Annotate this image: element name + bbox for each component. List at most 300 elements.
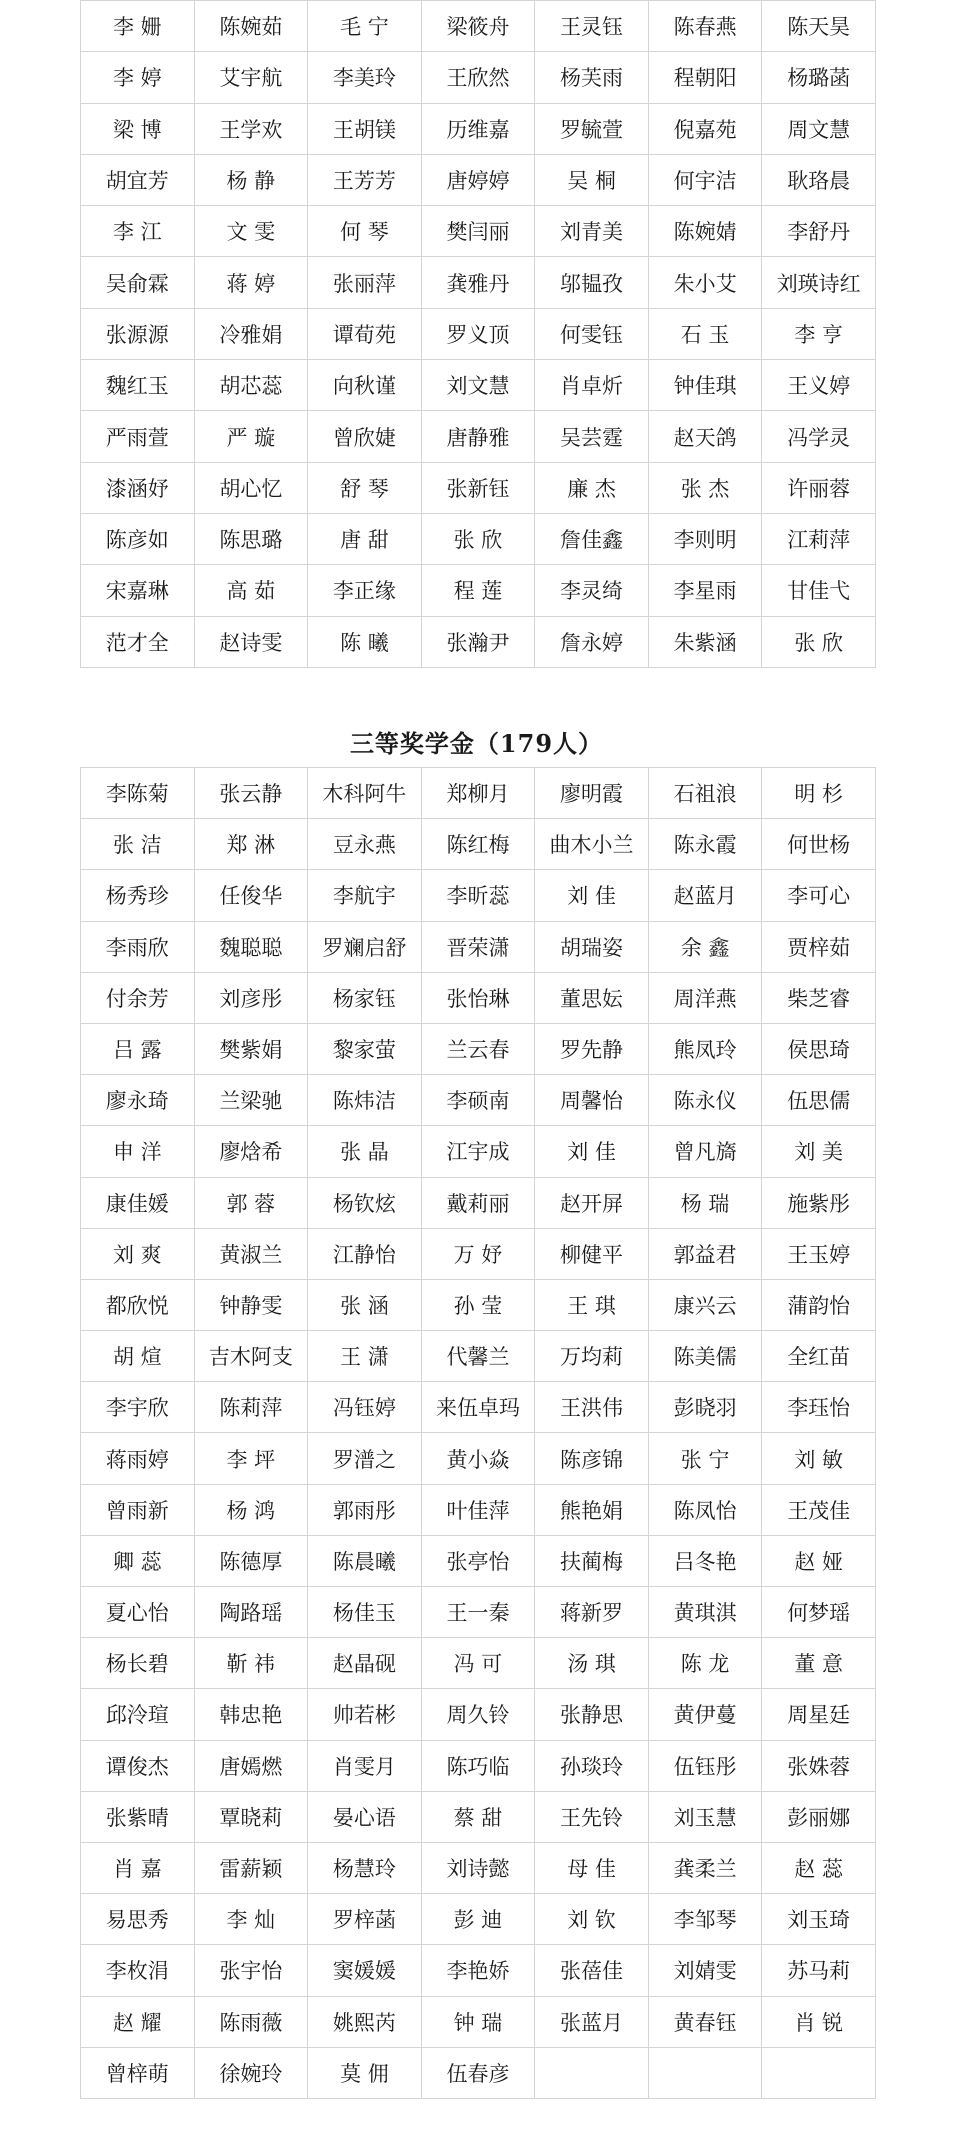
name-cell: 徐婉玲 — [194, 2047, 308, 2098]
name-cell: 汤 琪 — [535, 1638, 649, 1689]
table-row — [81, 1331, 876, 1382]
name-cell: 扶蔺梅 — [535, 1535, 649, 1586]
name-cell: 蒲韵怡 — [762, 1279, 876, 1330]
name-cell: 舒 琴 — [308, 462, 422, 513]
name-cell: 吕 露 — [81, 1023, 195, 1074]
name-cell: 李艳娇 — [421, 1945, 535, 1996]
name-cell: 李正缘 — [308, 565, 422, 616]
name-cell: 向秋谨 — [308, 360, 422, 411]
name-cell: 曾凡旖 — [648, 1126, 762, 1177]
name-cell: 李可心 — [762, 870, 876, 921]
name-cell: 赵 娅 — [762, 1535, 876, 1586]
table-row — [81, 819, 876, 870]
name-cell: 任俊华 — [194, 870, 308, 921]
name-cell — [762, 2047, 876, 2098]
name-cell: 侯思琦 — [762, 1023, 876, 1074]
name-cell: 黄伊蔓 — [648, 1689, 762, 1740]
name-cell: 周馨怡 — [535, 1075, 649, 1126]
name-cell: 魏聪聪 — [194, 921, 308, 972]
name-cell: 宋嘉琳 — [81, 565, 195, 616]
name-cell — [535, 2047, 649, 2098]
name-cell: 杨长碧 — [81, 1638, 195, 1689]
name-cell: 郭 蓉 — [194, 1177, 308, 1228]
name-cell: 程朝阳 — [648, 52, 762, 103]
name-cell: 罗毓萱 — [535, 103, 649, 154]
name-cell: 唐静雅 — [421, 411, 535, 462]
name-cell: 胡 煊 — [81, 1331, 195, 1382]
name-cell: 程 莲 — [421, 565, 535, 616]
name-cell: 张云静 — [194, 768, 308, 819]
name-cell: 谭俊杰 — [81, 1740, 195, 1791]
name-cell: 伍春彦 — [421, 2047, 535, 2098]
name-cell: 李 亨 — [762, 308, 876, 359]
name-cell: 张 欣 — [421, 513, 535, 564]
name-cell: 邬韫孜 — [535, 257, 649, 308]
table-row — [81, 1, 876, 52]
table-row — [81, 972, 876, 1023]
name-cell: 张宇怡 — [194, 1945, 308, 1996]
name-cell: 严雨萱 — [81, 411, 195, 462]
name-cell: 黄淑兰 — [194, 1228, 308, 1279]
name-cell: 黎家萤 — [308, 1023, 422, 1074]
table-row — [81, 360, 876, 411]
name-cell: 陈凤怡 — [648, 1484, 762, 1535]
name-cell: 魏红玉 — [81, 360, 195, 411]
name-cell: 李 婷 — [81, 52, 195, 103]
name-cell: 倪嘉苑 — [648, 103, 762, 154]
name-cell: 康佳媛 — [81, 1177, 195, 1228]
name-cell: 谭荀苑 — [308, 308, 422, 359]
name-cell: 陈雨薇 — [194, 1996, 308, 2047]
name-cell: 孙琰玲 — [535, 1740, 649, 1791]
name-cell: 肖雯月 — [308, 1740, 422, 1791]
name-cell: 耿珞晨 — [762, 154, 876, 205]
name-cell: 姚熙芮 — [308, 1996, 422, 2047]
name-cell: 曾梓萌 — [81, 2047, 195, 2098]
name-cell: 廖永琦 — [81, 1075, 195, 1126]
table-row — [81, 206, 876, 257]
name-cell: 钟佳琪 — [648, 360, 762, 411]
table-row — [81, 103, 876, 154]
name-cell: 夏心怡 — [81, 1587, 195, 1638]
name-cell: 靳 祎 — [194, 1638, 308, 1689]
name-cell: 伍钰彤 — [648, 1740, 762, 1791]
name-cell: 熊艳娟 — [535, 1484, 649, 1535]
table-row — [81, 1023, 876, 1074]
name-cell: 彭晓羽 — [648, 1382, 762, 1433]
name-cell: 豆永燕 — [308, 819, 422, 870]
name-cell: 詹佳鑫 — [535, 513, 649, 564]
scholarship-table-2 — [80, 767, 876, 2099]
name-cell: 郑柳月 — [421, 768, 535, 819]
name-cell: 刘 美 — [762, 1126, 876, 1177]
name-cell: 冯 可 — [421, 1638, 535, 1689]
name-cell: 李则明 — [648, 513, 762, 564]
name-cell: 曾欣婕 — [308, 411, 422, 462]
name-cell: 都欣悦 — [81, 1279, 195, 1330]
name-cell: 曾雨新 — [81, 1484, 195, 1535]
name-cell: 石 玉 — [648, 308, 762, 359]
name-cell: 赵天鸽 — [648, 411, 762, 462]
name-cell: 刘 佳 — [535, 870, 649, 921]
name-cell: 张蓓佳 — [535, 1945, 649, 1996]
name-cell: 郭益君 — [648, 1228, 762, 1279]
table-row — [81, 1791, 876, 1842]
name-cell: 李 江 — [81, 206, 195, 257]
name-cell: 毛 宁 — [308, 1, 422, 52]
name-cell: 江宇成 — [421, 1126, 535, 1177]
name-cell: 孙 莹 — [421, 1279, 535, 1330]
name-cell: 王洪伟 — [535, 1382, 649, 1433]
name-cell: 石祖浪 — [648, 768, 762, 819]
table-row — [81, 1228, 876, 1279]
name-cell: 张紫晴 — [81, 1791, 195, 1842]
name-cell: 何梦瑶 — [762, 1587, 876, 1638]
name-cell: 樊紫娟 — [194, 1023, 308, 1074]
name-cell: 罗潽之 — [308, 1433, 422, 1484]
name-cell: 陈婉茹 — [194, 1, 308, 52]
name-cell: 陈德厚 — [194, 1535, 308, 1586]
name-cell: 陈炜洁 — [308, 1075, 422, 1126]
name-cell: 唐嫣燃 — [194, 1740, 308, 1791]
name-cell: 杨秀珍 — [81, 870, 195, 921]
name-cell: 蒋新罗 — [535, 1587, 649, 1638]
name-cell: 李雨欣 — [81, 921, 195, 972]
name-cell: 李珏怡 — [762, 1382, 876, 1433]
name-cell: 罗斓启舒 — [308, 921, 422, 972]
name-cell: 全红苗 — [762, 1331, 876, 1382]
name-cell: 晋荣潇 — [421, 921, 535, 972]
name-cell: 王先铃 — [535, 1791, 649, 1842]
table-row — [81, 257, 876, 308]
name-cell: 周星廷 — [762, 1689, 876, 1740]
name-cell: 赵蓝月 — [648, 870, 762, 921]
name-cell: 邱泠瑄 — [81, 1689, 195, 1740]
name-cell: 王茂佳 — [762, 1484, 876, 1535]
table-row — [81, 513, 876, 564]
name-cell: 陈彦锦 — [535, 1433, 649, 1484]
name-cell: 王玉婷 — [762, 1228, 876, 1279]
table-row — [81, 308, 876, 359]
name-cell: 刘诗懿 — [421, 1842, 535, 1893]
name-cell: 彭丽娜 — [762, 1791, 876, 1842]
name-cell: 王 潇 — [308, 1331, 422, 1382]
name-cell: 李陈菊 — [81, 768, 195, 819]
table-row — [81, 154, 876, 205]
name-cell: 王芳芳 — [308, 154, 422, 205]
name-cell: 万均莉 — [535, 1331, 649, 1382]
name-cell: 张 杰 — [648, 462, 762, 513]
name-cell: 易思秀 — [81, 1894, 195, 1945]
name-cell: 胡瑞姿 — [535, 921, 649, 972]
table-row — [81, 2047, 876, 2098]
name-cell: 吴 桐 — [535, 154, 649, 205]
name-cell: 赵晶砚 — [308, 1638, 422, 1689]
name-cell: 李枚涓 — [81, 1945, 195, 1996]
name-cell: 罗义顶 — [421, 308, 535, 359]
name-cell: 杨佳玉 — [308, 1587, 422, 1638]
name-cell: 刘彦彤 — [194, 972, 308, 1023]
name-cell: 张亭怡 — [421, 1535, 535, 1586]
name-cell: 张静思 — [535, 1689, 649, 1740]
name-cell: 钟 瑞 — [421, 1996, 535, 2047]
name-cell: 张 晶 — [308, 1126, 422, 1177]
table-row — [81, 1535, 876, 1586]
name-cell: 蔡 甜 — [421, 1791, 535, 1842]
name-cell: 陈思璐 — [194, 513, 308, 564]
name-cell: 廖明霞 — [535, 768, 649, 819]
name-cell: 柴芝睿 — [762, 972, 876, 1023]
name-cell: 王 琪 — [535, 1279, 649, 1330]
name-cell: 刘 钦 — [535, 1894, 649, 1945]
scholarship-table-1 — [80, 0, 876, 668]
name-cell: 刘 敏 — [762, 1433, 876, 1484]
name-cell: 木科阿牛 — [308, 768, 422, 819]
name-cell: 李昕蕊 — [421, 870, 535, 921]
table-row — [81, 52, 876, 103]
name-cell: 陈婉婧 — [648, 206, 762, 257]
name-cell: 张新钰 — [421, 462, 535, 513]
name-cell: 李航宇 — [308, 870, 422, 921]
name-cell: 施紫彤 — [762, 1177, 876, 1228]
name-cell: 江莉萍 — [762, 513, 876, 564]
name-cell: 何世杨 — [762, 819, 876, 870]
name-cell: 曲木小兰 — [535, 819, 649, 870]
name-cell: 王学欢 — [194, 103, 308, 154]
name-cell: 苏马莉 — [762, 1945, 876, 1996]
name-cell: 李硕南 — [421, 1075, 535, 1126]
name-cell: 周洋燕 — [648, 972, 762, 1023]
name-cell: 杨 瑞 — [648, 1177, 762, 1228]
name-cell: 黄琪淇 — [648, 1587, 762, 1638]
table-row — [81, 1177, 876, 1228]
table-row — [81, 1433, 876, 1484]
name-cell: 罗梓菡 — [308, 1894, 422, 1945]
name-cell: 刘玉琦 — [762, 1894, 876, 1945]
name-cell: 付余芳 — [81, 972, 195, 1023]
table-row — [81, 1638, 876, 1689]
name-cell: 陈晨曦 — [308, 1535, 422, 1586]
name-cell: 代馨兰 — [421, 1331, 535, 1382]
name-cell: 江静怡 — [308, 1228, 422, 1279]
name-cell: 陈永仪 — [648, 1075, 762, 1126]
name-cell: 张 欣 — [762, 616, 876, 667]
name-cell: 张丽萍 — [308, 257, 422, 308]
name-cell: 董 意 — [762, 1638, 876, 1689]
table-row — [81, 565, 876, 616]
name-cell: 肖 嘉 — [81, 1842, 195, 1893]
name-cell: 李宇欣 — [81, 1382, 195, 1433]
name-cell: 王胡镁 — [308, 103, 422, 154]
name-cell: 柳健平 — [535, 1228, 649, 1279]
name-cell: 余 鑫 — [648, 921, 762, 972]
name-cell: 范才全 — [81, 616, 195, 667]
name-cell: 张源源 — [81, 308, 195, 359]
name-cell: 伍思儒 — [762, 1075, 876, 1126]
table-row — [81, 1484, 876, 1535]
name-cell: 唐婷婷 — [421, 154, 535, 205]
name-cell: 肖卓炘 — [535, 360, 649, 411]
name-cell: 杨家钰 — [308, 972, 422, 1023]
name-cell: 杨 鸿 — [194, 1484, 308, 1535]
name-cell: 陈美儒 — [648, 1331, 762, 1382]
table-row — [81, 1587, 876, 1638]
table-row — [81, 1075, 876, 1126]
name-cell: 李邹琴 — [648, 1894, 762, 1945]
name-cell: 兰云春 — [421, 1023, 535, 1074]
table-row — [81, 616, 876, 667]
name-cell: 陈永霞 — [648, 819, 762, 870]
name-cell: 杨璐菡 — [762, 52, 876, 103]
name-cell: 窦媛媛 — [308, 1945, 422, 1996]
table-row — [81, 1996, 876, 2047]
name-cell: 刘婧雯 — [648, 1945, 762, 1996]
name-cell — [648, 2047, 762, 2098]
name-cell: 赵开屏 — [535, 1177, 649, 1228]
name-cell: 刘 爽 — [81, 1228, 195, 1279]
name-cell: 赵诗雯 — [194, 616, 308, 667]
name-cell: 陶路瑶 — [194, 1587, 308, 1638]
name-cell: 李灵绮 — [535, 565, 649, 616]
section-title: 三等奖学金（179人） — [349, 729, 604, 758]
name-cell: 陈巧临 — [421, 1740, 535, 1791]
table-row — [81, 411, 876, 462]
name-cell: 艾宇航 — [194, 52, 308, 103]
name-cell: 李舒丹 — [762, 206, 876, 257]
name-cell: 彭 迪 — [421, 1894, 535, 1945]
table-row — [81, 1279, 876, 1330]
name-cell: 李 坪 — [194, 1433, 308, 1484]
name-cell: 莫 佣 — [308, 2047, 422, 2098]
name-cell: 王义婷 — [762, 360, 876, 411]
name-cell: 兰梁驰 — [194, 1075, 308, 1126]
name-cell: 陈 曦 — [308, 616, 422, 667]
name-cell: 肖 锐 — [762, 1996, 876, 2047]
name-cell: 戴莉丽 — [421, 1177, 535, 1228]
table-row — [81, 870, 876, 921]
name-cell: 张 涵 — [308, 1279, 422, 1330]
name-cell: 母 佳 — [535, 1842, 649, 1893]
name-cell: 李美玲 — [308, 52, 422, 103]
name-cell: 冯学灵 — [762, 411, 876, 462]
name-cell: 贾梓茹 — [762, 921, 876, 972]
table-row — [81, 1126, 876, 1177]
table-row — [81, 1842, 876, 1893]
name-cell: 赵 耀 — [81, 1996, 195, 2047]
name-cell: 刘青美 — [535, 206, 649, 257]
name-cell: 董思妘 — [535, 972, 649, 1023]
name-cell: 陈彦如 — [81, 513, 195, 564]
name-cell: 胡心忆 — [194, 462, 308, 513]
name-cell: 何雯钰 — [535, 308, 649, 359]
name-cell: 周久铃 — [421, 1689, 535, 1740]
name-cell: 吕冬艳 — [648, 1535, 762, 1586]
name-cell: 钟静雯 — [194, 1279, 308, 1330]
name-cell: 张瀚尹 — [421, 616, 535, 667]
name-cell: 杨慧玲 — [308, 1842, 422, 1893]
name-cell: 张怡琳 — [421, 972, 535, 1023]
name-cell: 黄小焱 — [421, 1433, 535, 1484]
name-cell: 卿 蕊 — [81, 1535, 195, 1586]
table-row — [81, 462, 876, 513]
name-cell: 张 洁 — [81, 819, 195, 870]
name-cell: 何宇洁 — [648, 154, 762, 205]
name-cell: 严 璇 — [194, 411, 308, 462]
name-cell: 梁 博 — [81, 103, 195, 154]
name-cell: 朱紫涵 — [648, 616, 762, 667]
name-cell: 历维嘉 — [421, 103, 535, 154]
name-cell: 刘玉慧 — [648, 1791, 762, 1842]
name-cell: 雷薪颖 — [194, 1842, 308, 1893]
table-row — [81, 1689, 876, 1740]
name-cell: 吴俞霖 — [81, 257, 195, 308]
name-cell: 李 灿 — [194, 1894, 308, 1945]
name-cell: 蒋 婷 — [194, 257, 308, 308]
name-cell: 高 茹 — [194, 565, 308, 616]
name-cell: 冷雅娟 — [194, 308, 308, 359]
name-cell: 刘文慧 — [421, 360, 535, 411]
name-cell: 龚柔兰 — [648, 1842, 762, 1893]
name-cell: 陈莉萍 — [194, 1382, 308, 1433]
name-cell: 文 雯 — [194, 206, 308, 257]
table-row — [81, 1945, 876, 1996]
name-cell: 康兴云 — [648, 1279, 762, 1330]
name-cell: 李 姗 — [81, 1, 195, 52]
name-cell: 韩忠艳 — [194, 1689, 308, 1740]
name-cell: 明 杉 — [762, 768, 876, 819]
name-cell: 吉木阿支 — [194, 1331, 308, 1382]
table-row — [81, 1382, 876, 1433]
name-cell: 刘瑛诗红 — [762, 257, 876, 308]
name-cell: 廉 杰 — [535, 462, 649, 513]
name-cell: 杨 静 — [194, 154, 308, 205]
name-cell: 胡芯蕊 — [194, 360, 308, 411]
name-cell: 晏心语 — [308, 1791, 422, 1842]
name-cell: 朱小艾 — [648, 257, 762, 308]
name-cell: 王一秦 — [421, 1587, 535, 1638]
name-cell: 张姝蓉 — [762, 1740, 876, 1791]
name-cell: 陈红梅 — [421, 819, 535, 870]
name-cell: 黄春钰 — [648, 1996, 762, 2047]
name-cell: 叶佳萍 — [421, 1484, 535, 1535]
name-cell: 杨芙雨 — [535, 52, 649, 103]
name-cell: 唐 甜 — [308, 513, 422, 564]
name-cell: 王灵钰 — [535, 1, 649, 52]
name-cell: 万 妤 — [421, 1228, 535, 1279]
name-cell: 詹永婷 — [535, 616, 649, 667]
name-cell: 樊闫丽 — [421, 206, 535, 257]
name-cell: 漆涵妤 — [81, 462, 195, 513]
name-cell: 郭雨彤 — [308, 1484, 422, 1535]
name-cell: 陈天昊 — [762, 1, 876, 52]
name-cell: 何 琴 — [308, 206, 422, 257]
name-cell: 来伍卓玛 — [421, 1382, 535, 1433]
name-cell: 张 宁 — [648, 1433, 762, 1484]
name-cell: 罗先静 — [535, 1023, 649, 1074]
name-cell: 梁筱舟 — [421, 1, 535, 52]
table-row — [81, 921, 876, 972]
name-cell: 申 洋 — [81, 1126, 195, 1177]
table-row — [81, 768, 876, 819]
name-cell: 吴芸霆 — [535, 411, 649, 462]
name-cell: 蒋雨婷 — [81, 1433, 195, 1484]
name-cell: 刘 佳 — [535, 1126, 649, 1177]
name-cell: 龚雅丹 — [421, 257, 535, 308]
name-cell: 陈 龙 — [648, 1638, 762, 1689]
name-cell: 廖焓希 — [194, 1126, 308, 1177]
name-cell: 王欣然 — [421, 52, 535, 103]
table-row — [81, 1740, 876, 1791]
